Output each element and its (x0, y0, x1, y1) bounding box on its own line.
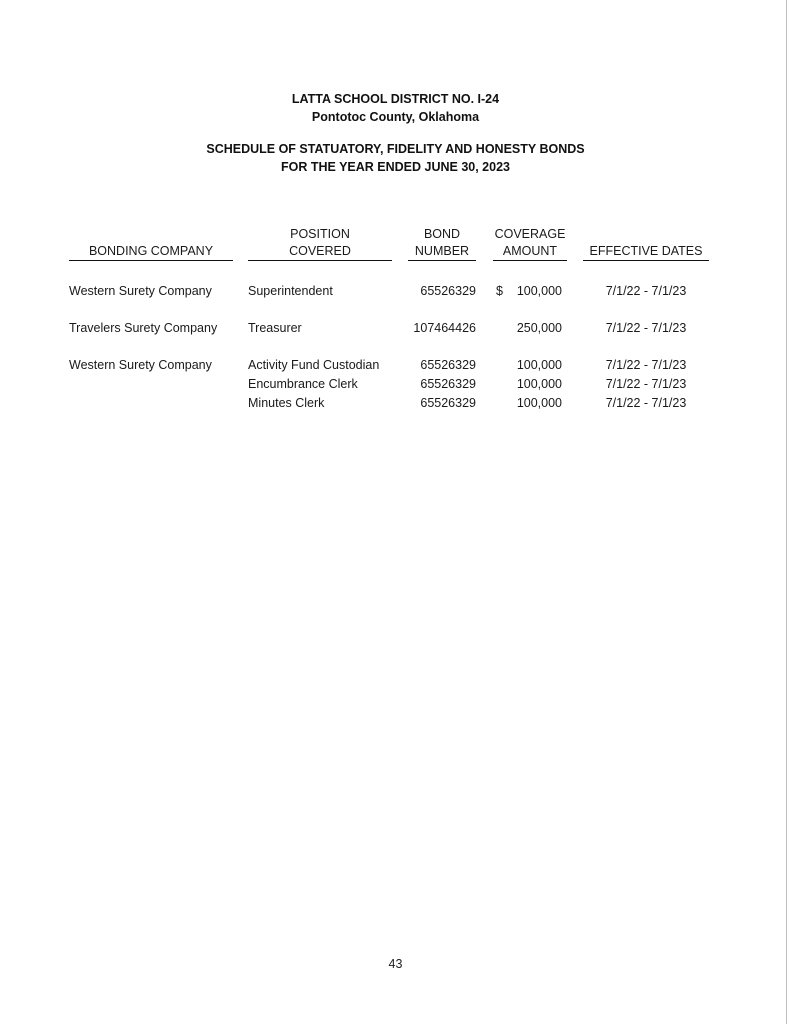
column-header-coverage (493, 226, 567, 261)
row1-position: Superintendent (248, 284, 333, 298)
column-header-bond (408, 226, 476, 261)
row2-bond-number: 107464426 (413, 321, 476, 335)
row2-company: Travelers Surety Company (69, 321, 218, 335)
county-name: Pontotoc County, Oklahoma (311, 110, 480, 124)
column-header-position-line2: COVERED (248, 243, 392, 261)
column-header-coverage-line2: AMOUNT (493, 243, 567, 261)
row3-dates: 7/1/22 - 7/1/23 (605, 358, 687, 372)
row1-company: Western Surety Company (69, 284, 212, 298)
row3-company: Western Surety Company (69, 358, 212, 372)
column-header-coverage-line1: COVERAGE (494, 227, 566, 241)
row1-bond-number: 65526329 (420, 284, 476, 298)
row2-position: Treasurer (248, 321, 302, 335)
column-header-bond-line2: NUMBER (408, 243, 476, 261)
schedule-title: SCHEDULE OF STATUATORY, FIDELITY AND HONESTY BONDS (206, 142, 585, 156)
column-header-company-line1 (69, 226, 233, 243)
row3-position: Activity Fund Custodian (248, 358, 380, 372)
row4-amount: 100,000 (516, 377, 562, 391)
row3-amount: 100,000 (516, 358, 562, 372)
row5-amount: 100,000 (516, 396, 562, 410)
row1-dates: 7/1/22 - 7/1/23 (605, 284, 687, 298)
column-header-dates-line2: EFFECTIVE DATES (583, 243, 709, 261)
column-header-position-line1: POSITION (290, 227, 350, 241)
row2-dates: 7/1/22 - 7/1/23 (605, 321, 687, 335)
schedule-header (0, 140, 791, 176)
column-header-position (248, 226, 392, 261)
row4-dates: 7/1/22 - 7/1/23 (605, 377, 687, 391)
row3-bond-number: 65526329 (420, 358, 476, 372)
schedule-period: FOR THE YEAR ENDED JUNE 30, 2023 (280, 160, 510, 174)
row2-amount: 250,000 (516, 321, 562, 335)
page-number: 43 (388, 957, 403, 971)
row1-currency: $ (496, 284, 503, 298)
row5-position: Minutes Clerk (248, 396, 325, 410)
column-header-company-label: BONDING COMPANY (69, 243, 233, 261)
row4-position: Encumbrance Clerk (248, 377, 358, 391)
column-header-dates-line1 (583, 226, 709, 243)
district-header (0, 90, 791, 126)
row5-dates: 7/1/22 - 7/1/23 (605, 396, 687, 410)
row1-amount: 100,000 (516, 284, 562, 298)
district-name: LATTA SCHOOL DISTRICT NO. I-24 (291, 92, 500, 106)
column-header-company (69, 226, 233, 261)
row5-bond-number: 65526329 (420, 396, 476, 410)
column-header-bond-line1: BOND (423, 227, 461, 241)
column-header-dates (583, 226, 709, 261)
row4-bond-number: 65526329 (420, 377, 476, 391)
